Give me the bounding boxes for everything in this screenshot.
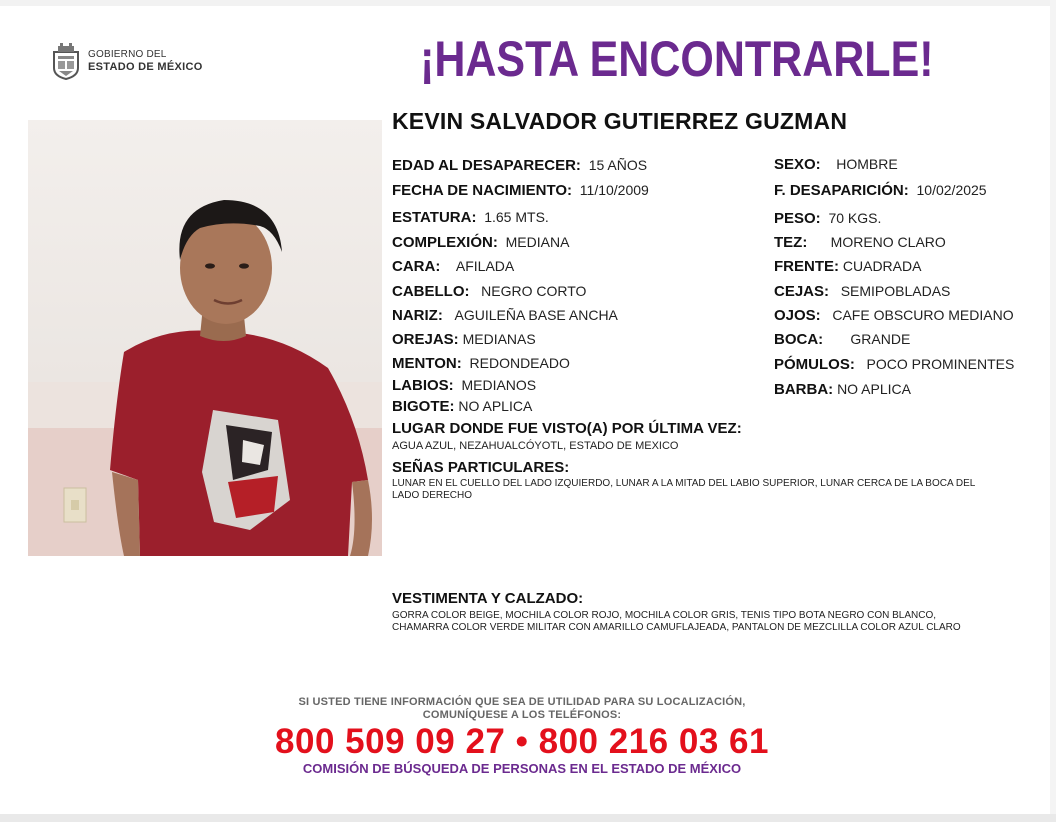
phone-number-2: 800 216 03 61 [538, 722, 769, 761]
field-face: CARA: AFILADA [392, 258, 515, 275]
field-hair: CABELLO: NEGRO CORTO [392, 283, 587, 300]
commission-name: COMISIÓN DE BÚSQUEDA DE PERSONAS EN EL ESTADO DE MÉXICO [302, 761, 742, 776]
marks-line1: LUNAR EN EL CUELLO DEL LADO IZQUIERDO, LUNAR A LA MITAD DEL LABIO SUPERIOR, LUNAR CERCA DE LA BOCA DEL [392, 478, 976, 489]
last-seen-value: AGUA AZUL, NEZAHUALCÓYOTL, ESTADO DE MEXICO [392, 440, 679, 452]
contact-info [230, 696, 814, 722]
marks-label: SEÑAS PARTICULARES: [392, 459, 570, 476]
state-seal-icon [50, 42, 82, 80]
field-age: EDAD AL DESAPARECER: 15 AÑOS [392, 157, 648, 174]
field-build: COMPLEXIÓN: MEDIANA [392, 234, 570, 251]
clothing-line1: GORRA COLOR BEIGE, MOCHILA COLOR ROJO, MOCHILA COLOR GRIS, TENIS TIPO BOTA NEGRO CON BLANCO, [392, 610, 936, 621]
phone-numbers [200, 722, 844, 762]
field-eyebrows: CEJAS: SEMIPOBLADAS [774, 283, 951, 300]
field-forehead: FRENTE: CUADRADA [774, 258, 922, 275]
clothing-line2: CHAMARRA COLOR VERDE MILITAR CON AMARILLO CAMUFLAJEADA, PANTALON DE MEZCLILLA COLOR AZUL CLARO [392, 622, 961, 633]
page-bottom-edge [0, 814, 1056, 822]
last-seen-label: LUGAR DONDE FUE VISTO(A) POR ÚLTIMA VEZ: [392, 420, 742, 437]
field-height: ESTATURA: 1.65 MTS. [392, 209, 549, 226]
field-beard: BARBA: NO APLICA [774, 381, 911, 398]
person-name: KEVIN SALVADOR GUTIERREZ GUZMAN [392, 108, 848, 134]
contact-info-line2: COMUNÍQUESE A LOS TELÉFONOS: [422, 709, 622, 721]
field-eyes: OJOS: CAFE OBSCURO MEDIANO [774, 307, 1014, 324]
field-lips: LABIOS: MEDIANOS [392, 377, 537, 394]
contact-info-line1: SI USTED TIENE INFORMACIÓN QUE SEA DE UTILIDAD PARA SU LOCALIZACIÓN, [298, 696, 746, 708]
field-nose: NARIZ: AGUILEÑA BASE ANCHA [392, 307, 618, 324]
field-mustache: BIGOTE: NO APLICA [392, 398, 533, 415]
field-cheekbones: PÓMULOS: POCO PROMINENTES [774, 356, 1015, 373]
field-sex: SEXO: HOMBRE [774, 156, 898, 173]
page-right-edge [1050, 0, 1056, 822]
government-logo [50, 42, 203, 80]
phone-number-1: 800 509 09 27 [275, 722, 506, 761]
headline: ¡HASTA ENCONTRARLE! [420, 31, 934, 87]
phone-separator: • [515, 722, 529, 761]
field-disappearance-date: F. DESAPARICIÓN: 10/02/2025 [774, 182, 987, 199]
field-mouth: BOCA: GRANDE [774, 331, 911, 348]
missing-person-photo [28, 120, 382, 556]
marks-line2: LADO DERECHO [392, 490, 473, 501]
field-complexion: TEZ: MORENO CLARO [774, 234, 946, 251]
field-ears: OREJAS: MEDIANAS [392, 331, 536, 348]
field-chin: MENTON: REDONDEADO [392, 355, 570, 372]
logo-line2: ESTADO DE MÉXICO [88, 61, 203, 73]
clothing-label: VESTIMENTA Y CALZADO: [392, 590, 584, 607]
page-top-edge [0, 0, 1056, 6]
field-weight: PESO: 70 KGS. [774, 210, 882, 227]
logo-line1: GOBIERNO DEL [88, 49, 167, 60]
field-birth-date: FECHA DE NACIMIENTO: 11/10/2009 [392, 182, 649, 199]
